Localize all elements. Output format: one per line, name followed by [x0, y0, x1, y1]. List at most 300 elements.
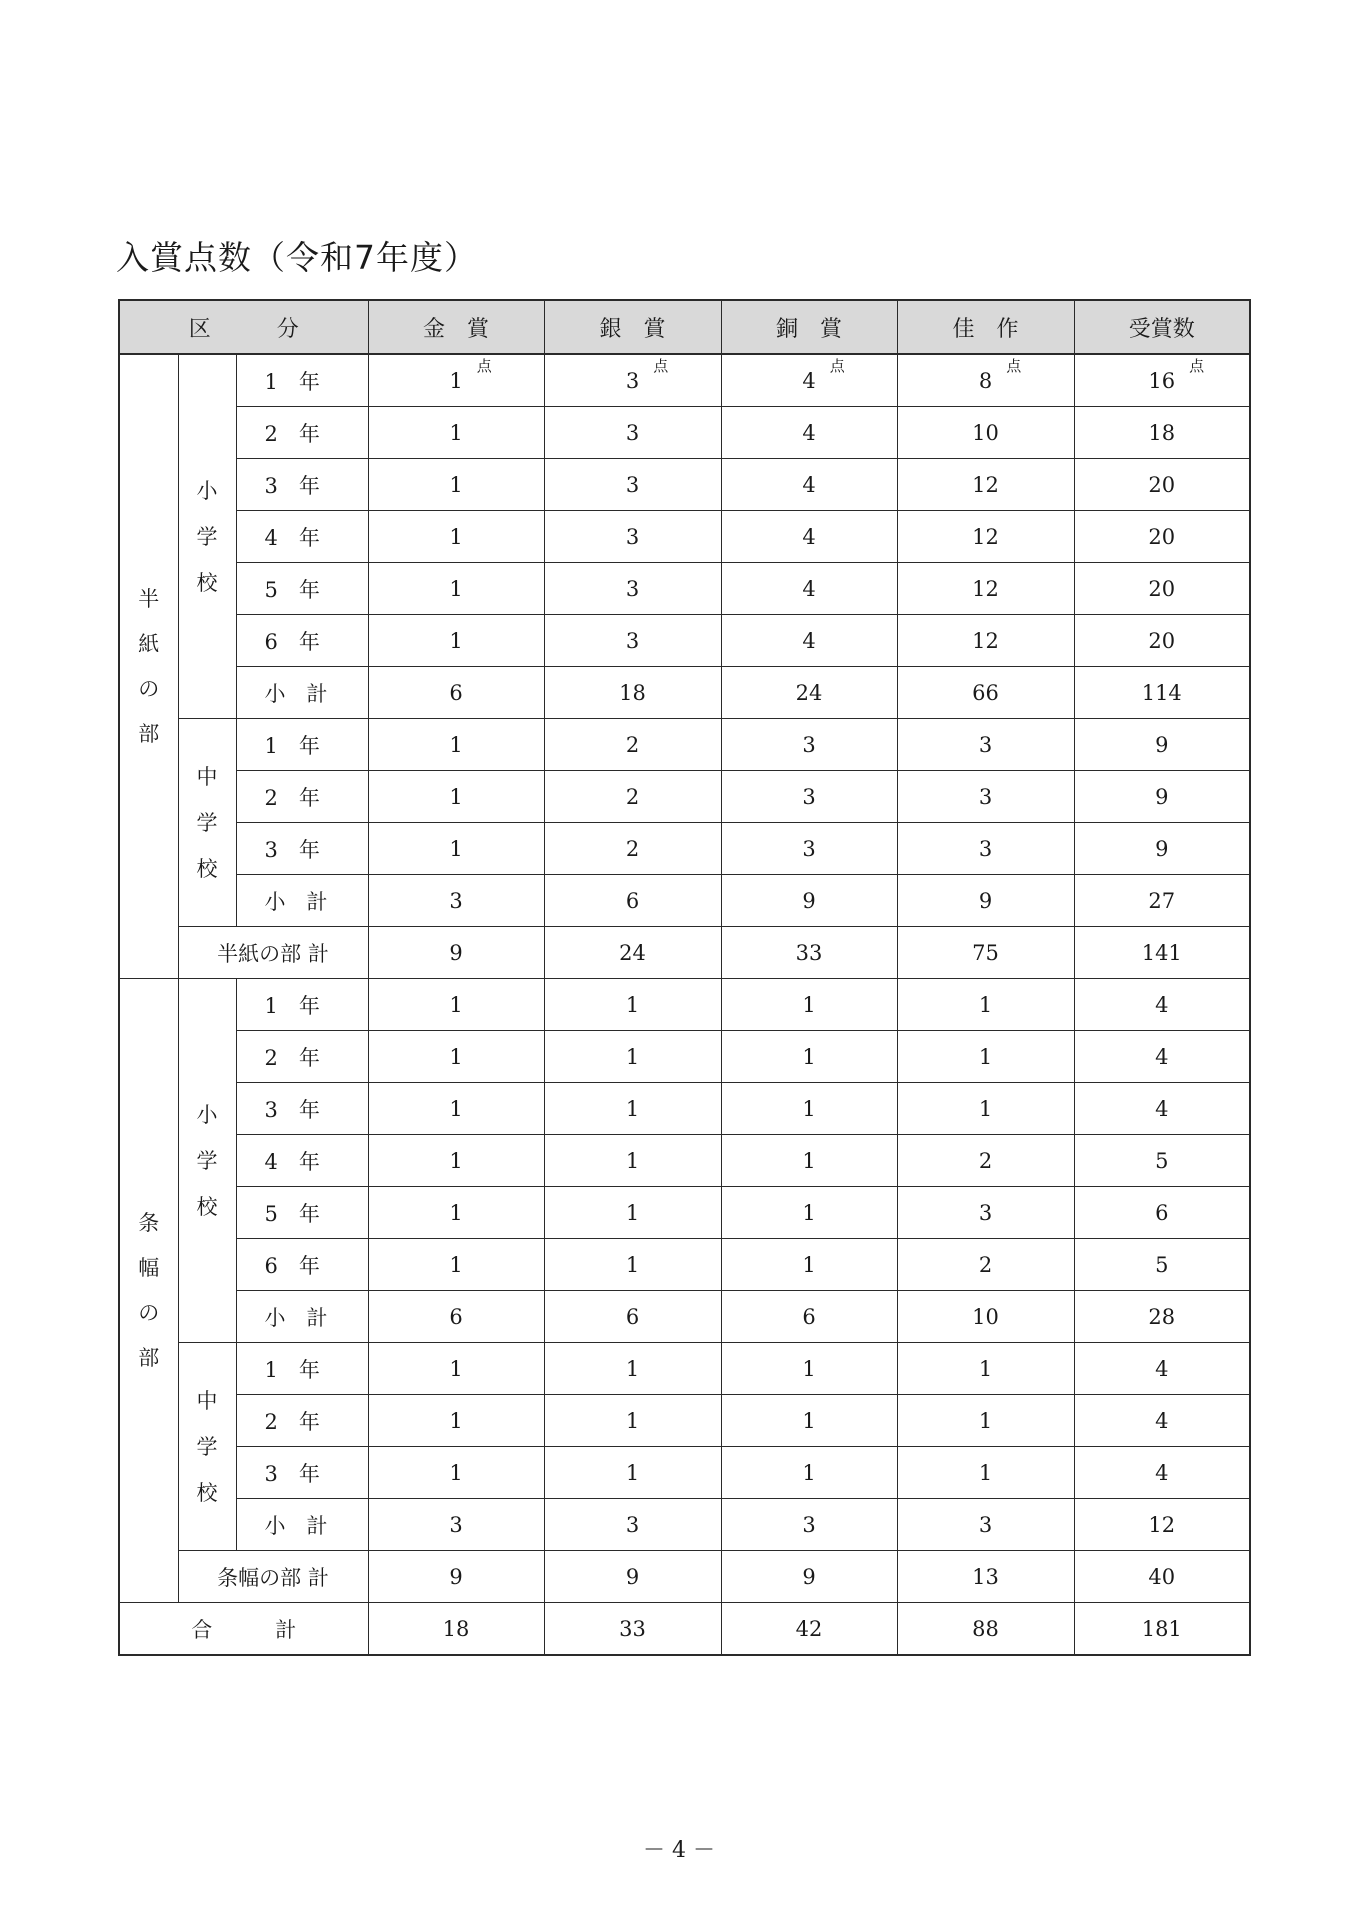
- value-text: 1: [449, 1044, 463, 1069]
- cell-value: [802, 733, 815, 757]
- cell-value: [796, 1617, 823, 1641]
- cell-value: [802, 1097, 815, 1121]
- cell-value: [626, 473, 639, 497]
- value-text: 1: [978, 1460, 993, 1485]
- cell-total: [1074, 407, 1250, 459]
- cell-total: [1074, 563, 1250, 615]
- cell-value: [1148, 1305, 1175, 1329]
- cell-gold: [368, 1135, 544, 1187]
- section-label-char: 部: [138, 1345, 160, 1370]
- value-text: 4: [1155, 992, 1169, 1017]
- cell-value: [979, 1201, 992, 1225]
- cell-total: [1074, 979, 1250, 1031]
- cell-value: [449, 1201, 462, 1225]
- section-total-label: 半紙の部 計: [178, 927, 368, 979]
- cell-honorable: [897, 1031, 1074, 1083]
- cell-value: [802, 1565, 815, 1589]
- value-text: 9: [802, 1564, 816, 1589]
- subtotal-label: 小 計: [236, 667, 368, 719]
- value-text: 1: [449, 732, 463, 757]
- cell-value: [802, 1513, 815, 1537]
- table-row: [119, 1395, 1250, 1447]
- cell-value: [802, 889, 815, 913]
- cell-total: [1074, 615, 1250, 667]
- cell-value: [449, 577, 462, 601]
- value-text: 4: [802, 420, 816, 445]
- cell-gold: [368, 459, 544, 511]
- cell-value: [449, 1045, 462, 1069]
- cell-bronze: [721, 1187, 897, 1239]
- cell-honorable: [897, 1083, 1074, 1135]
- cell-value: [802, 1409, 815, 1433]
- cell-gold: [368, 1187, 544, 1239]
- cell-value: [979, 889, 992, 913]
- value-text: 1: [449, 420, 463, 445]
- value-text: 4: [802, 576, 816, 601]
- value-text: 20: [1148, 576, 1176, 601]
- value-text: 33: [619, 1616, 646, 1641]
- section-label: [119, 354, 178, 979]
- value-text: 1: [978, 1356, 993, 1381]
- cell-value: [626, 1513, 639, 1537]
- cell-value: [449, 1513, 462, 1537]
- cell-total: [1074, 1343, 1250, 1395]
- cell-gold: [368, 667, 544, 719]
- cell-honorable: [897, 823, 1074, 875]
- value-text: 3: [625, 1512, 640, 1537]
- cell-value: [1142, 681, 1182, 705]
- cell-value: [802, 837, 815, 861]
- value-text: 27: [1148, 888, 1176, 913]
- cell-value: [802, 1357, 815, 1381]
- cell-bronze: [721, 1447, 897, 1499]
- value-text: 4: [802, 628, 816, 653]
- cell-silver: [544, 1551, 721, 1603]
- cell-total: [1074, 667, 1250, 719]
- cell-value: [1155, 1461, 1168, 1485]
- table-header-row: [119, 300, 1250, 354]
- cell-value: [449, 525, 462, 549]
- cell-value: [979, 733, 992, 757]
- value-text: 3: [625, 368, 640, 393]
- value-text: 1: [449, 1356, 463, 1381]
- cell-value: [802, 1253, 815, 1277]
- cell-value: [1155, 1357, 1168, 1381]
- value-text: 1: [625, 1200, 640, 1225]
- cell-bronze: [721, 615, 897, 667]
- cell-total: [1074, 1395, 1250, 1447]
- cell-honorable: [897, 875, 1074, 927]
- cell-value: [626, 993, 639, 1017]
- value-text: 18: [619, 680, 646, 705]
- table-row: [119, 1343, 1250, 1395]
- cell-value: [449, 733, 462, 757]
- value-text: 6: [802, 1304, 816, 1329]
- value-text: 4: [1155, 1408, 1169, 1433]
- cell-value: [626, 785, 639, 809]
- cell-total: [1074, 1447, 1250, 1499]
- cell-value: [1155, 837, 1168, 861]
- cell-value: [1142, 941, 1182, 965]
- cell-value: [979, 1357, 992, 1381]
- value-text: 20: [1148, 628, 1176, 653]
- cell-value: [802, 356, 845, 393]
- elementary-label-char: 学: [196, 1148, 218, 1173]
- value-text: 1: [625, 1252, 640, 1277]
- junior-label-char: 中: [196, 1388, 218, 1413]
- subtotal-label: 小 計: [236, 1291, 368, 1343]
- cell-value: [626, 1097, 639, 1121]
- elementary-label-char: 学: [196, 524, 218, 549]
- cell-value: [802, 785, 815, 809]
- subtotal-label: 小 計: [236, 1499, 368, 1551]
- value-text: 4: [802, 368, 816, 393]
- cell-bronze: [721, 563, 897, 615]
- value-text: 1: [449, 628, 463, 653]
- cell-value: [1148, 1565, 1175, 1589]
- table-row: [119, 1447, 1250, 1499]
- value-text: 4: [1155, 1044, 1169, 1069]
- grade-label: 5 年: [236, 563, 368, 615]
- value-text: 9: [449, 940, 463, 965]
- header-total: 受賞数: [1074, 300, 1250, 354]
- cell-value: [626, 1357, 639, 1381]
- cell-silver: [544, 1031, 721, 1083]
- cell-bronze: [721, 979, 897, 1031]
- grade-label: 2 年: [236, 1031, 368, 1083]
- table-row: [119, 615, 1250, 667]
- cell-total: [1074, 1291, 1250, 1343]
- value-text: 3: [978, 732, 993, 757]
- table-row: [119, 1239, 1250, 1291]
- cell-value: [449, 1461, 462, 1485]
- cell-value: [802, 629, 815, 653]
- table-row: [119, 823, 1250, 875]
- cell-bronze: [721, 1395, 897, 1447]
- cell-silver: [544, 1135, 721, 1187]
- value-text: 12: [972, 524, 999, 549]
- value-text: 1: [449, 1200, 463, 1225]
- value-text: 3: [625, 472, 640, 497]
- cell-bronze: [721, 1083, 897, 1135]
- value-text: 16: [1148, 368, 1176, 393]
- value-text: 6: [1155, 1200, 1169, 1225]
- value-text: 12: [1148, 1512, 1176, 1537]
- cell-value: [449, 941, 462, 965]
- cell-bronze: [721, 719, 897, 771]
- grade-label: 3 年: [236, 1447, 368, 1499]
- section-label-char: 幅: [138, 1255, 160, 1280]
- cell-value: [802, 993, 815, 1017]
- value-text: 13: [972, 1564, 999, 1589]
- cell-honorable: [897, 771, 1074, 823]
- value-text: 1: [625, 1044, 640, 1069]
- cell-gold: [368, 771, 544, 823]
- junior-label-char: 校: [196, 1480, 218, 1505]
- value-text: 9: [802, 888, 816, 913]
- page-number: － 4 －: [643, 1838, 715, 1863]
- cell-value: [626, 577, 639, 601]
- cell-value: [1148, 629, 1175, 653]
- cell-total: [1074, 719, 1250, 771]
- grade-label: 5 年: [236, 1187, 368, 1239]
- cell-value: [1155, 785, 1168, 809]
- table-row: [119, 719, 1250, 771]
- cell-honorable: [897, 667, 1074, 719]
- cell-value: [979, 1045, 992, 1069]
- cell-value: [626, 1149, 639, 1173]
- grade-label: 3 年: [236, 459, 368, 511]
- value-text: 42: [795, 1616, 823, 1641]
- grade-label: 4 年: [236, 511, 368, 563]
- value-text: 66: [972, 680, 999, 705]
- cell-gold: [368, 563, 544, 615]
- cell-value: [626, 1305, 639, 1329]
- cell-total: [1074, 875, 1250, 927]
- cell-honorable: [897, 407, 1074, 459]
- cell-value: [626, 525, 639, 549]
- cell-value: [1148, 577, 1175, 601]
- value-text: 1: [449, 784, 463, 809]
- cell-value: [449, 629, 462, 653]
- value-text: 18: [442, 1616, 470, 1641]
- cell-value: [979, 1253, 992, 1277]
- table-row: [119, 407, 1250, 459]
- value-text: 3: [625, 420, 640, 445]
- cell-gold: [368, 1031, 544, 1083]
- cell-silver: [544, 1291, 721, 1343]
- cell-bronze: [721, 354, 897, 407]
- junior-label-char: 学: [196, 1434, 218, 1459]
- cell-gold: [368, 354, 544, 407]
- value-text: 1: [449, 1460, 463, 1485]
- cell-silver: [544, 1343, 721, 1395]
- unit-mark: 点: [829, 356, 845, 375]
- cell-silver: [544, 927, 721, 979]
- value-text: 20: [1148, 472, 1176, 497]
- value-text: 6: [449, 680, 463, 705]
- table-row: [119, 511, 1250, 563]
- table-row: [119, 1135, 1250, 1187]
- cell-value: [626, 421, 639, 445]
- junior-label: [178, 719, 236, 927]
- cell-value: [626, 1461, 639, 1485]
- elementary-label: [178, 979, 236, 1343]
- cell-bronze: [721, 1343, 897, 1395]
- value-text: 12: [972, 628, 999, 653]
- value-text: 1: [449, 1408, 463, 1433]
- value-text: 20: [1148, 524, 1176, 549]
- elementary-label: [178, 354, 236, 719]
- unit-mark: 点: [476, 356, 492, 375]
- cell-honorable: [897, 511, 1074, 563]
- cell-value: [972, 941, 999, 965]
- cell-value: [449, 837, 462, 861]
- cell-value: [626, 1409, 639, 1433]
- value-text: 3: [802, 1512, 816, 1537]
- cell-value: [1155, 1149, 1168, 1173]
- cell-value: [449, 473, 462, 497]
- cell-gold: [368, 719, 544, 771]
- table-row: [119, 1187, 1250, 1239]
- cell-value: [626, 733, 639, 757]
- value-text: 3: [625, 628, 640, 653]
- cell-value: [979, 785, 992, 809]
- value-text: 2: [978, 1252, 993, 1277]
- value-text: 1: [625, 992, 640, 1017]
- cell-value: [802, 421, 815, 445]
- cell-value: [802, 1201, 815, 1225]
- unit-mark: 点: [1189, 356, 1205, 375]
- value-text: 8: [978, 368, 993, 393]
- cell-value: [979, 1409, 992, 1433]
- value-text: 2: [978, 1148, 993, 1173]
- cell-value: [972, 473, 999, 497]
- value-text: 9: [625, 1564, 640, 1589]
- cell-value: [449, 1253, 462, 1277]
- cell-bronze: [721, 1551, 897, 1603]
- junior-label-char: 学: [196, 810, 218, 835]
- cell-value: [449, 681, 462, 705]
- cell-bronze: [721, 823, 897, 875]
- cell-honorable: [897, 1291, 1074, 1343]
- cell-gold: [368, 1395, 544, 1447]
- section-label-char: 紙: [138, 631, 160, 656]
- elementary-label-char: 校: [196, 1194, 218, 1219]
- cell-total: [1074, 354, 1250, 407]
- cell-value: [802, 577, 815, 601]
- cell-gold: [368, 511, 544, 563]
- value-text: 1: [978, 1096, 993, 1121]
- cell-value: [802, 1149, 815, 1173]
- grade-label: 1 年: [236, 354, 368, 407]
- value-text: 1: [449, 836, 463, 861]
- value-text: 3: [802, 732, 816, 757]
- cell-honorable: [897, 1187, 1074, 1239]
- elementary-label-char: 小: [196, 478, 218, 503]
- value-text: 3: [449, 888, 463, 913]
- cell-value: [1155, 1253, 1168, 1277]
- value-text: 4: [802, 472, 816, 497]
- value-text: 6: [449, 1304, 463, 1329]
- cell-value: [449, 1409, 462, 1433]
- cell-honorable: [897, 1603, 1074, 1656]
- cell-value: [1155, 1045, 1168, 1069]
- cell-silver: [544, 1395, 721, 1447]
- cell-gold: [368, 615, 544, 667]
- cell-honorable: [897, 719, 1074, 771]
- value-text: 75: [972, 940, 999, 965]
- cell-total: [1074, 1187, 1250, 1239]
- value-text: 12: [972, 472, 999, 497]
- grade-label: 6 年: [236, 1239, 368, 1291]
- cell-gold: [368, 1083, 544, 1135]
- value-text: 2: [625, 836, 640, 861]
- cell-total: [1074, 1031, 1250, 1083]
- section-total-row: [119, 927, 1250, 979]
- cell-value: [449, 889, 462, 913]
- value-text: 2: [625, 732, 640, 757]
- cell-silver: [544, 459, 721, 511]
- junior-label: [178, 1343, 236, 1551]
- cell-gold: [368, 1551, 544, 1603]
- value-text: 4: [1155, 1096, 1169, 1121]
- cell-value: [1155, 1409, 1168, 1433]
- value-text: 1: [449, 576, 463, 601]
- cell-gold: [368, 1343, 544, 1395]
- value-text: 9: [1155, 732, 1169, 757]
- value-text: 9: [449, 1564, 463, 1589]
- cell-total: [1074, 771, 1250, 823]
- grade-label: 2 年: [236, 771, 368, 823]
- elementary-label-char: 校: [196, 570, 218, 595]
- section-total-label: 条幅の部 計: [178, 1551, 368, 1603]
- cell-gold: [368, 1603, 544, 1656]
- grand-total-label: 合 計: [119, 1603, 368, 1656]
- value-text: 1: [449, 472, 463, 497]
- value-text: 3: [978, 836, 993, 861]
- value-text: 3: [978, 1512, 993, 1537]
- value-text: 1: [449, 368, 463, 393]
- value-text: 1: [449, 524, 463, 549]
- cell-value: [796, 941, 823, 965]
- cell-gold: [368, 1499, 544, 1551]
- value-text: 3: [802, 784, 816, 809]
- value-text: 181: [1141, 1616, 1182, 1641]
- value-text: 1: [802, 1148, 816, 1173]
- cell-value: [802, 525, 815, 549]
- cell-value: [449, 1357, 462, 1381]
- cell-value: [1155, 1097, 1168, 1121]
- header-category: 区 分: [119, 300, 368, 354]
- value-text: 1: [802, 1044, 816, 1069]
- table-row: [119, 979, 1250, 1031]
- unit-mark: 点: [1006, 356, 1022, 375]
- value-text: 4: [1155, 1460, 1169, 1485]
- value-text: 1: [625, 1148, 640, 1173]
- grade-label: 6 年: [236, 615, 368, 667]
- cell-silver: [544, 615, 721, 667]
- cell-total: [1074, 823, 1250, 875]
- value-text: 1: [978, 1044, 993, 1069]
- subtotal-row: [119, 1291, 1250, 1343]
- cell-value: [1142, 1617, 1182, 1641]
- section-label-char: の: [138, 676, 160, 701]
- elementary-label-char: 小: [196, 1102, 218, 1127]
- cell-value: [449, 421, 462, 445]
- value-text: 40: [1148, 1564, 1176, 1589]
- cell-bronze: [721, 1135, 897, 1187]
- cell-bronze: [721, 927, 897, 979]
- subtotal-row: [119, 667, 1250, 719]
- cell-value: [626, 837, 639, 861]
- cell-value: [978, 356, 1022, 393]
- cell-value: [796, 681, 823, 705]
- header-honorable: 佳 作: [897, 300, 1074, 354]
- cell-value: [626, 1045, 639, 1069]
- value-text: 6: [625, 1304, 640, 1329]
- cell-silver: [544, 1083, 721, 1135]
- value-text: 6: [625, 888, 640, 913]
- cell-honorable: [897, 459, 1074, 511]
- value-text: 1: [802, 1252, 816, 1277]
- cell-silver: [544, 719, 721, 771]
- value-text: 5: [1155, 1148, 1169, 1173]
- cell-value: [449, 1097, 462, 1121]
- unit-mark: 点: [653, 356, 669, 375]
- cell-value: [449, 785, 462, 809]
- cell-honorable: [897, 1395, 1074, 1447]
